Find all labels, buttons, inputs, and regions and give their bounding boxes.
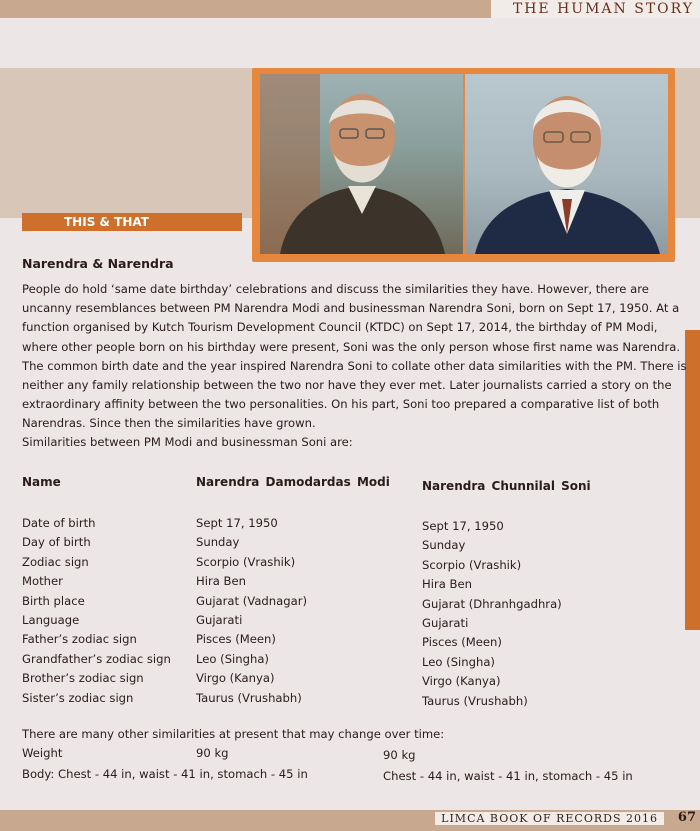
table-row-label: Zodiac sign — [22, 554, 89, 569]
table-cell-modi: Sunday — [196, 535, 240, 550]
column-header-name: Name — [22, 475, 61, 489]
table-row-label: Date of birth — [22, 516, 96, 530]
weight-soni: 90 kg — [383, 748, 416, 762]
other-similarities-note: There are many other similarities at present that may change over time: — [22, 727, 445, 741]
photo-frame — [252, 68, 675, 262]
table-cell-soni: Leo (Singha) — [422, 654, 495, 669]
table-cell-soni: Pisces (Meen) — [422, 635, 502, 650]
table-cell-modi: Scorpio (Vrashik) — [196, 554, 296, 569]
table-row-label: Day of birth — [22, 535, 91, 550]
comparison-soni-values — [422, 517, 562, 711]
table-cell-modi: Sept 17, 1950 — [196, 516, 278, 530]
article-title: Narendra & Narendra — [22, 256, 174, 271]
comparison-labels — [22, 514, 171, 708]
column-header-modi: Narendra Damodardas Modi — [196, 475, 390, 489]
table-row-label: Birth place — [22, 593, 85, 608]
table-cell-soni: Sept 17, 1950 — [422, 519, 504, 533]
photo-narendra-modi — [260, 74, 463, 254]
body-measurements-modi: Body: Chest - 44 in, waist - 41 in, stomach - 45 in — [22, 767, 308, 781]
table-cell-modi: Hira Ben — [196, 574, 246, 589]
weight-label: Weight — [22, 746, 63, 760]
photo-narendra-soni — [465, 74, 668, 254]
table-cell-soni: Gujarati — [422, 615, 469, 630]
section-header-title: THE HUMAN STORY — [491, 0, 700, 18]
table-cell-modi: Taurus (Vrushabh) — [196, 690, 302, 705]
section-tag: THIS & THAT — [22, 213, 242, 231]
table-cell-modi: Virgo (Kanya) — [196, 671, 275, 686]
table-cell-modi: Gujarati — [196, 612, 243, 627]
table-cell-modi: Gujarat (Vadnagar) — [196, 593, 307, 608]
weight-modi: 90 kg — [196, 746, 229, 760]
page-edge-accent — [685, 330, 700, 630]
table-cell-soni: Virgo (Kanya) — [422, 674, 501, 689]
table-row-label: Father’s zodiac sign — [22, 632, 137, 647]
table-cell-soni: Scorpio (Vrashik) — [422, 557, 522, 572]
article-body: People do hold ‘same date birthday’ celebrations and discuss the similarities they have. However, there are uncanny resemblances between PM Narendra Modi and businessman Narendra Soni, born on Sept 17, 1950. At a function organised by Kutch Tourism Development Council (KTDC) on Sept 17, 2014, the birthday of PM Modi, where other people born on his birthday were present, Soni was the only person whose first name was Narendra. The common birth date and the year inspired Narendra Soni to collate other data similarities with the PM. There is neither any family relationship between the two nor have they ever met. Later journalists carried a story on the extraordinary affinity between the two personalities. On his part, Soni too prepared a comparative list of both Narendras. Since then the similarities have grown. — [22, 282, 687, 431]
page-number: 67 — [677, 810, 696, 825]
table-row-label: Language — [22, 612, 80, 627]
body-measurements-soni: Chest - 44 in, waist - 41 in, stomach - 45 in — [383, 769, 633, 783]
table-row-label: Mother — [22, 574, 63, 589]
table-row-label: Brother’s zodiac sign — [22, 671, 144, 686]
table-cell-soni: Hira Ben — [422, 577, 472, 592]
similarities-intro: Similarities between PM Modi and businessman Soni are: — [22, 435, 353, 449]
table-cell-modi: Leo (Singha) — [196, 651, 269, 666]
column-header-soni: Narendra Chunnilal Soni — [422, 479, 591, 493]
table-cell-soni: Sunday — [422, 538, 466, 553]
table-cell-modi: Pisces (Meen) — [196, 632, 276, 647]
publication-name: LIMCA BOOK OF RECORDS 2016 — [435, 812, 664, 825]
table-cell-soni: Gujarat (Dhranhgadhra) — [422, 596, 562, 611]
table-cell-soni: Taurus (Vrushabh) — [422, 693, 528, 708]
table-row-label: Grandfather’s zodiac sign — [22, 651, 171, 666]
table-row-label: Sister’s zodiac sign — [22, 690, 134, 705]
comparison-modi-values — [196, 514, 307, 708]
